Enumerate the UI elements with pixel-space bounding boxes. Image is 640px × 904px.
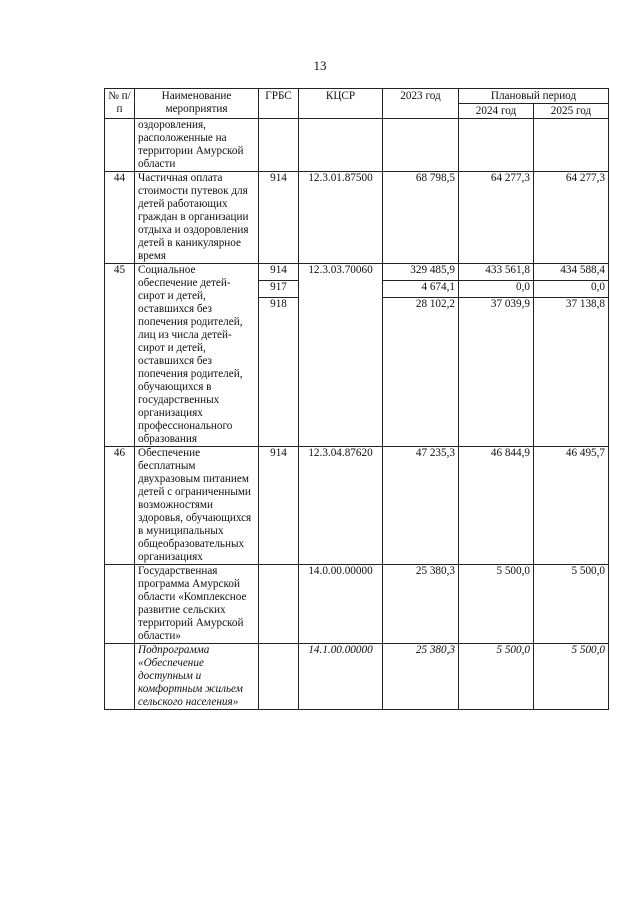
row-kcsr [299, 119, 383, 172]
row-2023 [383, 119, 459, 172]
row-num [105, 119, 135, 172]
col-header-kcsr: КЦСР [299, 89, 383, 119]
row-2025 [534, 264, 609, 447]
table-row [105, 119, 609, 172]
row-2023 [383, 172, 459, 264]
row-2025-value: 434 588,4 [534, 264, 608, 281]
row-2025-value: 46 495,7 [565, 447, 606, 459]
row-2023-value: 47 235,3 [415, 447, 455, 459]
subprogram-2025: 5 500,0 [534, 644, 609, 710]
row-2023-value: 28 102,2 [415, 298, 455, 310]
row-2025-value: 64 277,3 [565, 172, 606, 184]
subprogram-num [105, 644, 135, 710]
row-grbs-value: 914 [259, 264, 298, 281]
row-2025 [534, 172, 609, 264]
row-kcsr: 12.3.01.87500 [299, 172, 383, 264]
row-2024 [459, 447, 534, 565]
row-2023 [383, 447, 459, 565]
col-header-2023: 2023 год [383, 89, 459, 119]
header-row [105, 89, 609, 104]
col-header-2024: 2024 год [459, 104, 534, 119]
table-body [105, 119, 609, 710]
row-2024-value: 0,0 [459, 281, 533, 298]
budget-table [104, 88, 609, 710]
row-name: Частичная оплата стоимости путевок для детей работающих граждан в организации отдыха и оздоровления детей в каникулярное время [135, 172, 259, 264]
row-2025 [534, 447, 609, 565]
col-header-name: Наименование мероприятия [135, 89, 259, 119]
subprogram-grbs [259, 644, 299, 710]
row-grbs [259, 119, 299, 172]
table-row [105, 172, 609, 264]
row-kcsr: 12.3.03.70060 [299, 264, 383, 447]
col-header-grbs: ГРБС [259, 89, 299, 119]
subprogram-2023: 25 380,3 [383, 644, 459, 710]
page-number: 13 [313, 58, 327, 73]
row-2024 [459, 119, 534, 172]
row-2024-value: 37 039,9 [490, 298, 530, 310]
row-name: Социальное обеспечение детей-сирот и детей, оставшихся без попечения родителей, лиц из числа детей-сирот и детей, оставшихся без попечения родителей, обучающихся в государственных организациях профессионального образования [135, 264, 259, 447]
row-2023-value: 4 674,1 [383, 281, 458, 298]
row-name: оздоровления, расположенные на территории Амурской области [135, 119, 259, 172]
row-name: Обеспечение бесплатным двухразовым питанием детей с ограниченными возможностями здоровья, обучающихся в муниципальных общеобразовательных организациях [135, 447, 259, 565]
row-grbs-value: 914 [270, 172, 287, 184]
program-kcsr: 14.0.00.00000 [299, 565, 383, 644]
program-name: Государственная программа Амурской области «Комплексное развитие сельских территорий Амурской области» [135, 565, 259, 644]
table-row-subprogram [105, 644, 609, 710]
col-header-2025: 2025 год [534, 104, 609, 119]
row-2023-value: 329 485,9 [383, 264, 458, 281]
program-grbs [259, 565, 299, 644]
row-grbs-value: 914 [270, 447, 287, 459]
row-num: 45 [105, 264, 135, 447]
row-2024 [459, 264, 534, 447]
row-grbs [259, 172, 299, 264]
subprogram-2024: 5 500,0 [459, 644, 534, 710]
row-2024-value: 64 277,3 [490, 172, 530, 184]
row-grbs-value: 918 [270, 298, 287, 310]
program-num [105, 565, 135, 644]
row-num: 44 [105, 172, 135, 264]
program-2025: 5 500,0 [534, 565, 609, 644]
row-num: 46 [105, 447, 135, 565]
row-2023-value: 68 798,5 [415, 172, 455, 184]
subprogram-kcsr: 14.1.00.00000 [299, 644, 383, 710]
program-2024: 5 500,0 [459, 565, 534, 644]
row-grbs [259, 264, 299, 447]
col-header-num: № п/п [105, 89, 135, 119]
row-2024-value: 46 844,9 [490, 447, 530, 459]
table-row [105, 447, 609, 565]
col-header-planned-period: Плановый период [459, 89, 609, 104]
subprogram-name: Подпрограмма «Обеспечение доступным и комфортным жильем сельского населения» [135, 644, 259, 710]
row-grbs [259, 447, 299, 565]
row-2025 [534, 119, 609, 172]
row-grbs-value: 917 [259, 281, 298, 298]
row-2023 [383, 264, 459, 447]
table-row-program [105, 565, 609, 644]
row-2024-value: 433 561,8 [459, 264, 533, 281]
table-row [105, 264, 609, 447]
row-2025-value: 0,0 [534, 281, 608, 298]
row-2024 [459, 172, 534, 264]
row-kcsr: 12.3.04.87620 [299, 447, 383, 565]
program-2023: 25 380,3 [383, 565, 459, 644]
row-2025-value: 37 138,8 [565, 298, 606, 310]
